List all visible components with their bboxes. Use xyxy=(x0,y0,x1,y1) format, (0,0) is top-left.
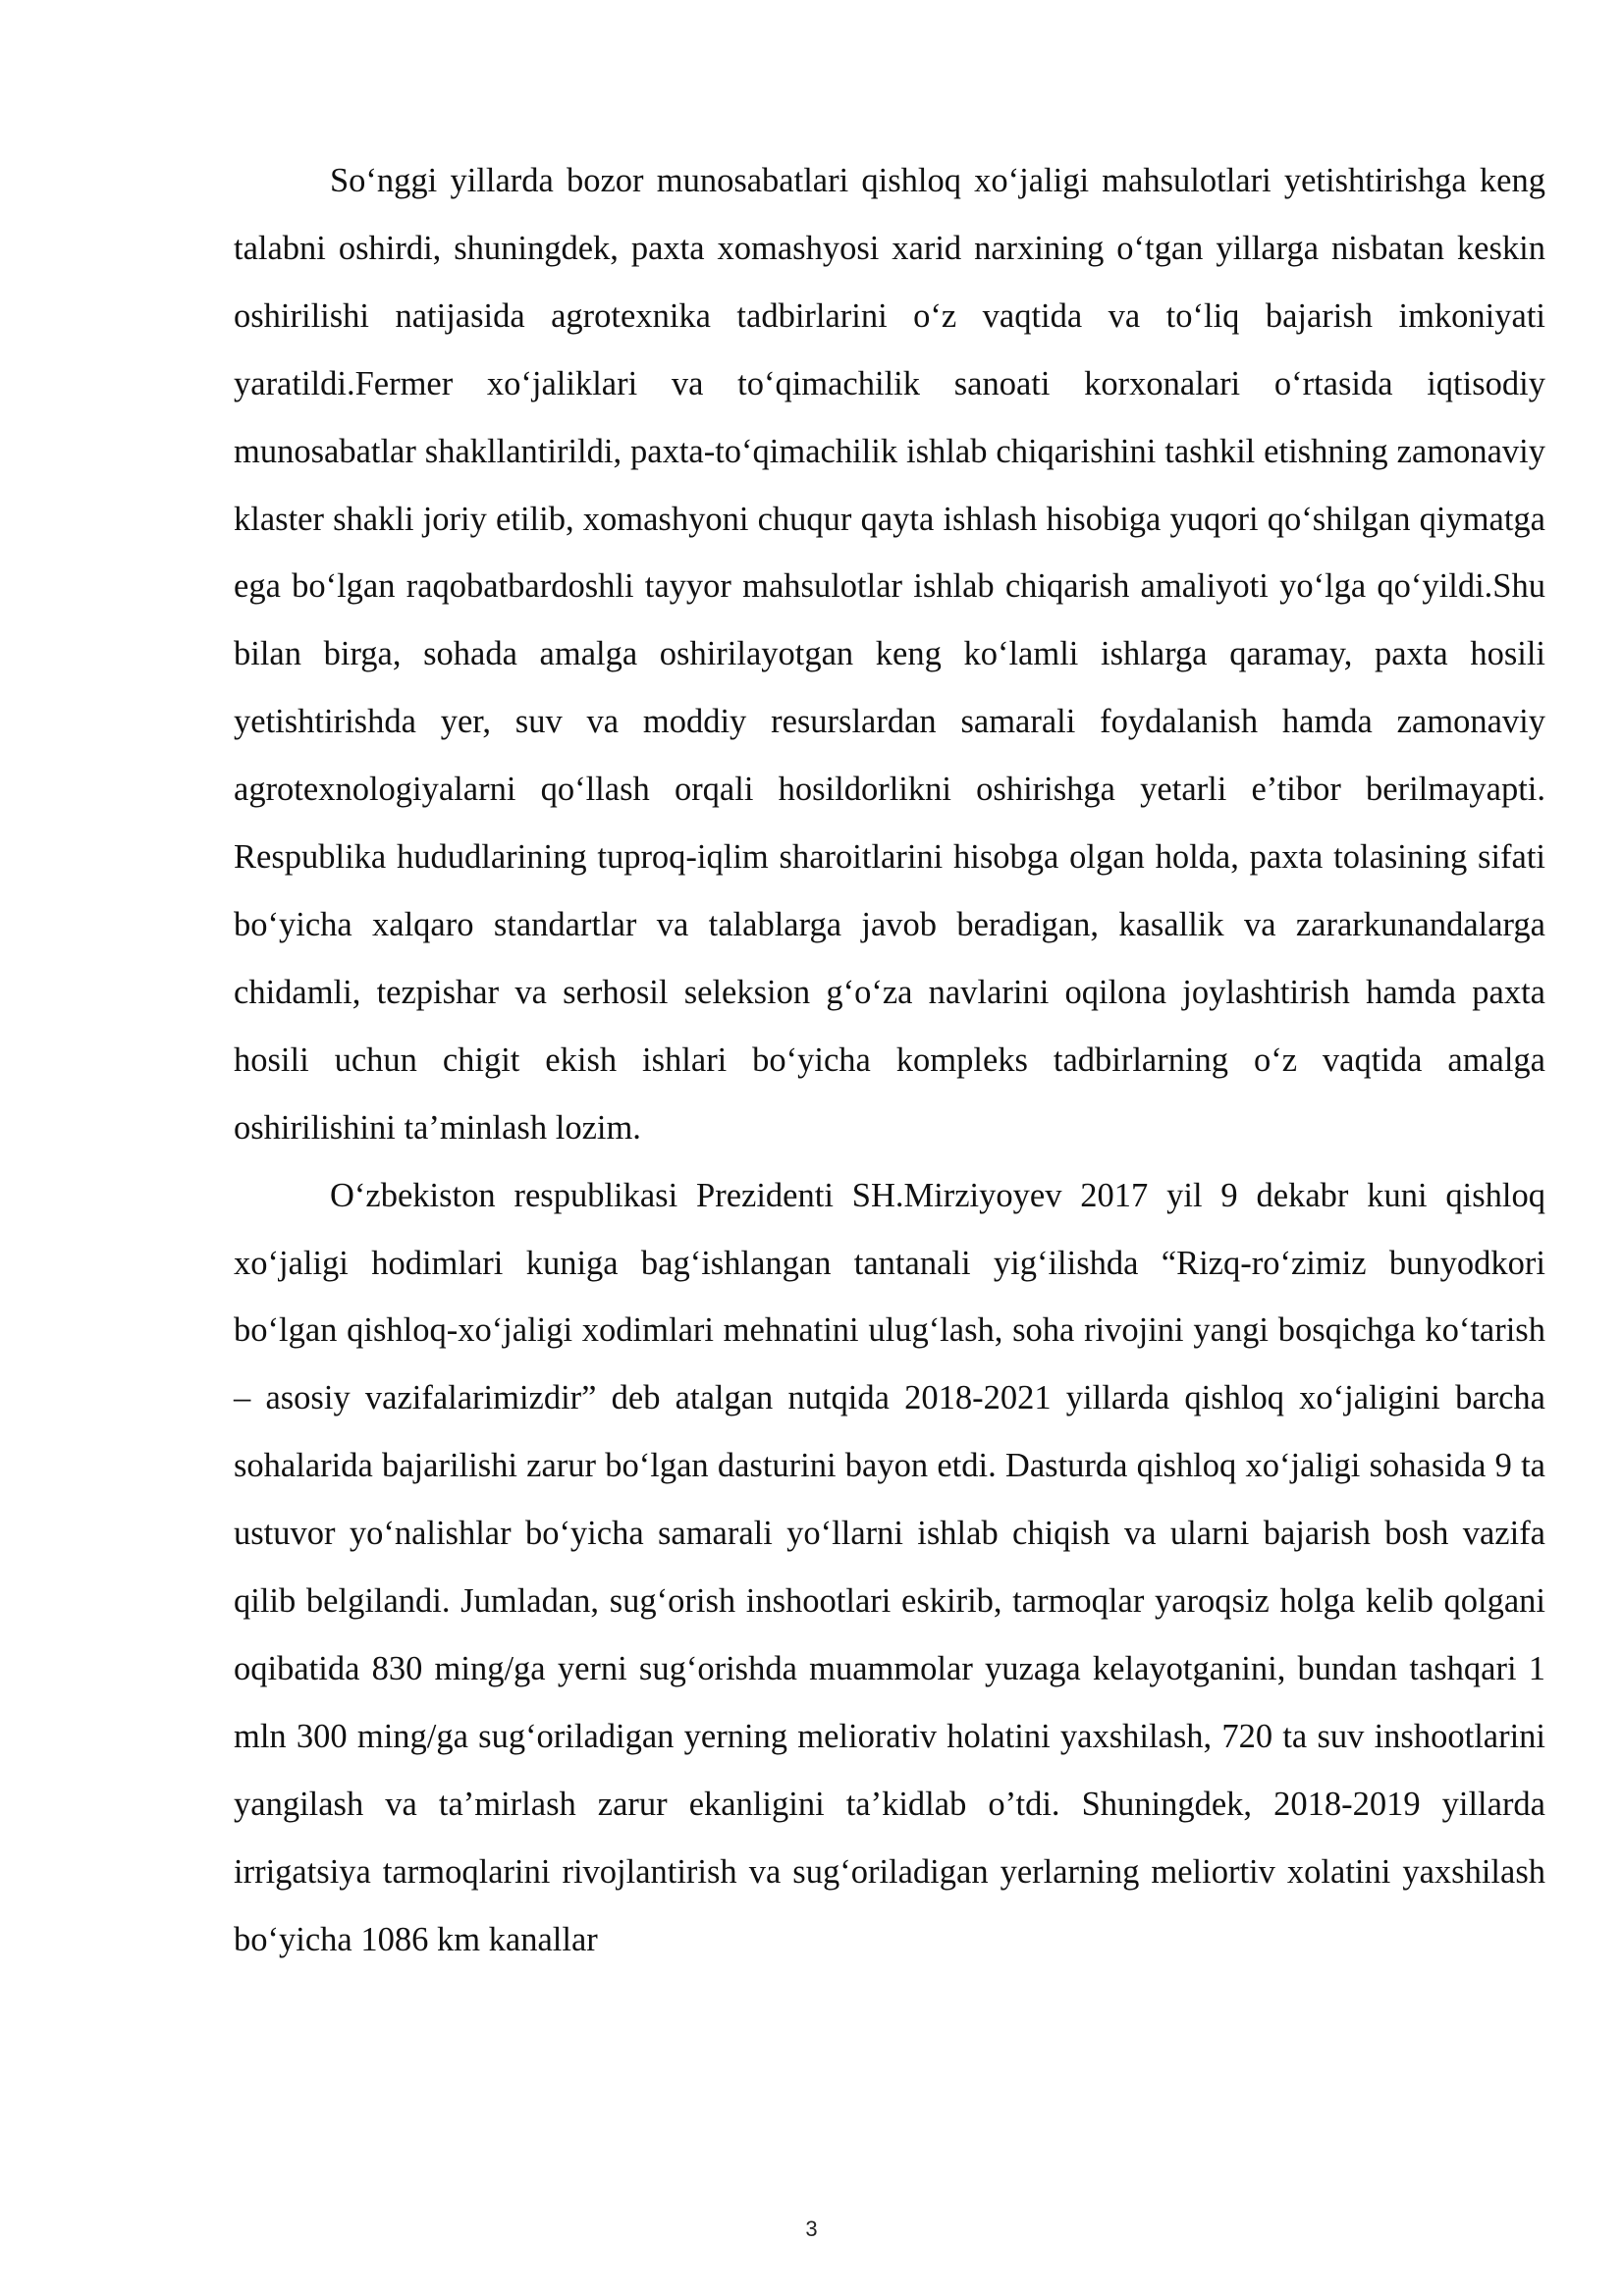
page-number: 3 xyxy=(805,2216,818,2241)
paragraph-2: O‘zbekiston respublikasi Prezidenti SH.Mirziyoyev 2017 yil 9 dekabr kuni qishloq xo‘jaligi hodimlari kuniga bag‘ishlangan tantanali yig‘ilishda “Rizq-ro‘zimiz bunyodkori bo‘lgan qishloq-xo‘jaligi xodimlari mehnatini ulug‘lash, soha rivojini yangi bosqichga ko‘tarish – asosiy vazifalarimizdir” deb atalgan nutqida 2018-2021 yillarda qishloq xo‘jaligini barcha sohalarida bajarilishi zarur bo‘lgan dasturini bayon etdi. Dasturda qishloq xo‘jaligi sohasida 9 ta ustuvor yo‘nalishlar bo‘yicha samarali yo‘llarni ishlab chiqish va ularni bajarish bosh vazifa qilib belgilandi. Jumladan, sug‘orish inshootlari eskirib, tarmoqlar yaroqsiz holga kelib qolgani oqibatida 830 ming/ga yerni sug‘orishda muammolar yuzaga kelayotganini, bundan tashqari 1 mln 300 ming/ga sug‘oriladigan yerning meliorativ holatini yaxshilash, 720 ta suv inshootlarini yangilash va ta’mirlash zarur ekanligini ta’kidlab o’tdi. Shuningdek, 2018-2019 yillarda irrigatsiya tarmoqlarini rivojlantirish va sug‘oriladigan yerlarning meliortiv xolatini yaxshilash bo‘yicha 1086 km kanallar xyxy=(234,1176,1545,1958)
paragraph-1: So‘nggi yillarda bozor munosabatlari qishloq xo‘jaligi mahsulotlari yetishtirishga keng talabni oshirdi, shuningdek, paxta xomashyosi xarid narxining o‘tgan yillarga nisbatan keskin oshirilishi natijasida agrotexnika tadbirlarini o‘z vaqtida va to‘liq bajarish imkoniyati yaratildi.Fermer xo‘jaliklari va to‘qimachilik sanoati korxonalari o‘rtasida iqtisodiy munosabatlar shakllantirildi, paxta-to‘qimachilik ishlab chiqarishini tashkil etishning zamonaviy klaster shakli joriy etilib, xomashyoni chuqur qayta ishlash hisobiga yuqori qo‘shilgan qiymatga ega bo‘lgan raqobatbardoshli tayyor mahsulotlar ishlab chiqarish amaliyoti yo‘lga qo‘yildi.Shu bilan birga, sohada amalga oshirilayotgan keng ko‘lamli ishlarga qaramay, paxta hosili yetishtirishda yer, suv va moddiy resurslardan samarali foydalanish hamda zamonaviy agrotexnologiyalarni qo‘llash orqali hosildorlikni oshirishga yetarli e’tibor berilmayapti. Respublika hududlarining tuproq-iqlim sharoitlarini hisobga olgan holda, paxta tolasining sifati bo‘yicha xalqaro standartlar va talablarga javob beradigan, kasallik va zararkunandalarga chidamli, tezpishar va serhosil seleksion g‘o‘za navlarini oqilona joylashtirish hamda paxta hosili uchun chigit ekish ishlari bo‘yicha kompleks tadbirlarning o‘z vaqtida amalga oshirilishini ta’minlash lozim. xyxy=(234,162,1545,1147)
body-text xyxy=(234,147,1545,1973)
